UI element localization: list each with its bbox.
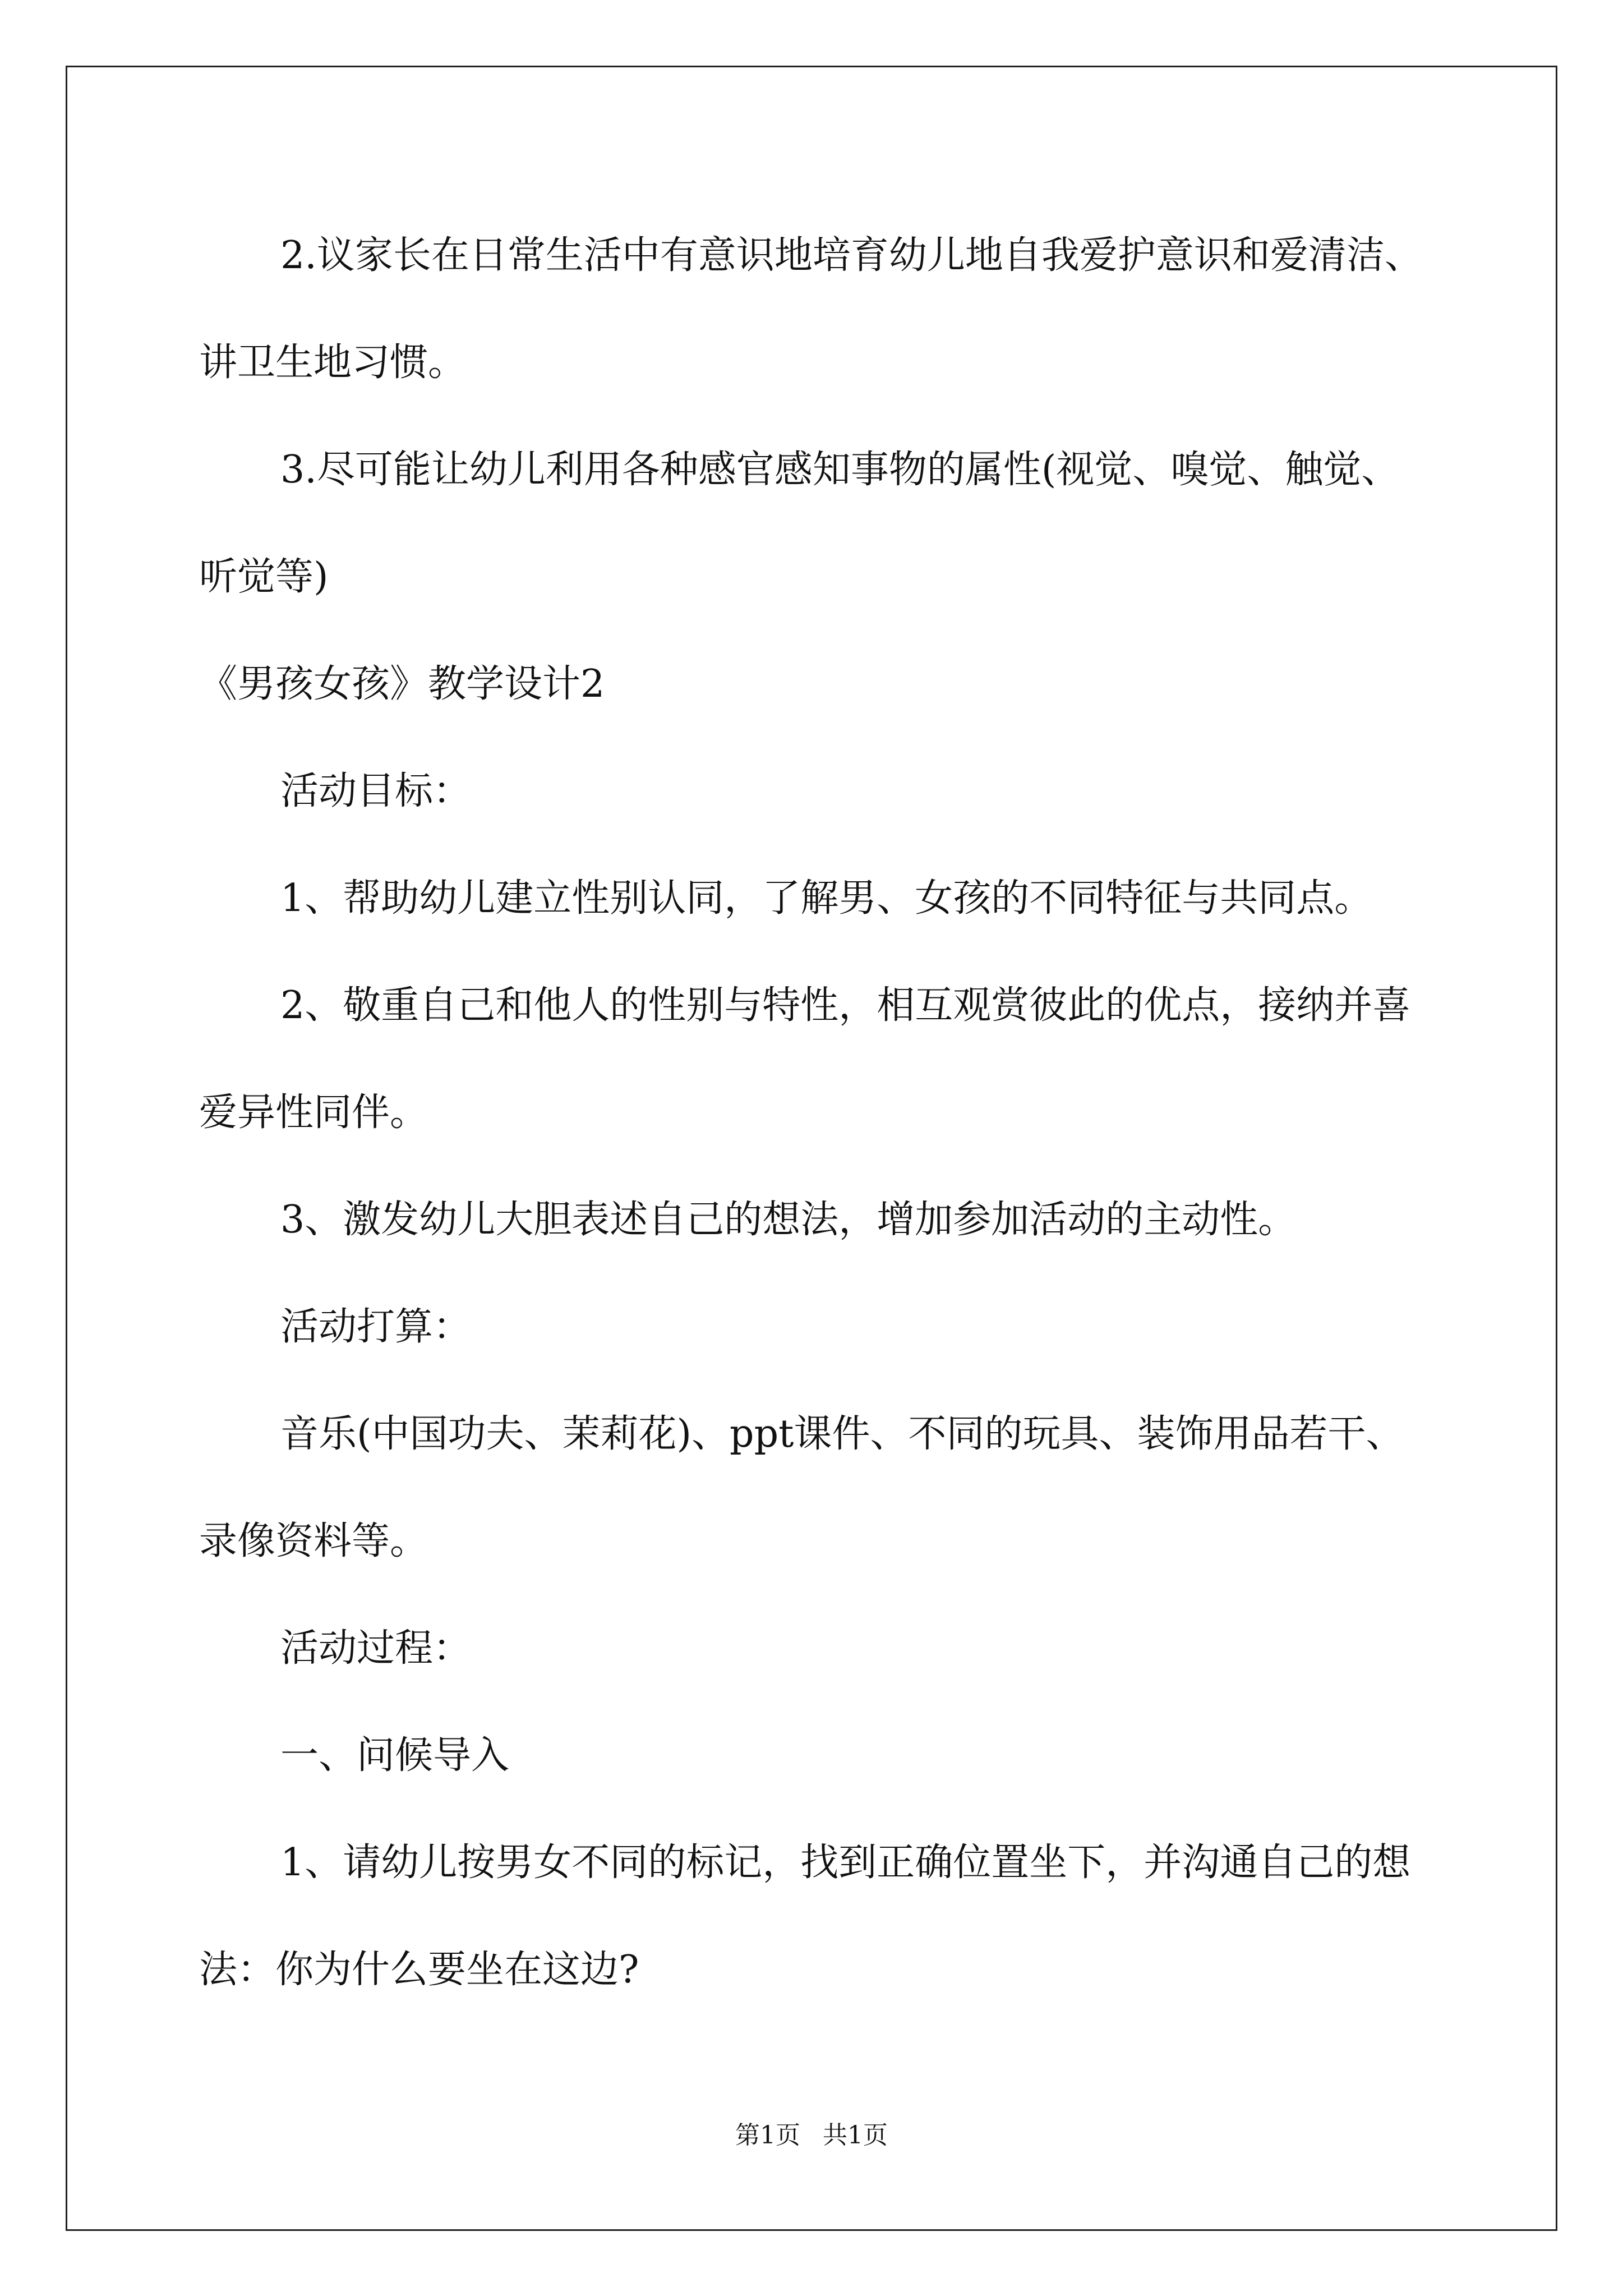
paragraph-advice-parents: 2.议家长在日常生活中有意识地培育幼儿地自我爱护意识和爱清洁、讲卫生地习惯。 [199, 233, 1423, 385]
goal-item-3: 3、激发幼儿大胆表述自己的想法，增加参加活动的主动性。 [280, 1198, 1297, 1242]
heading-activity-process: 活动过程： [280, 1626, 472, 1671]
page-footer [0, 2119, 1623, 2152]
document-body [199, 202, 1433, 2023]
heading-activity-goals: 活动目标： [280, 769, 472, 813]
goal-item-1: 1、帮助幼儿建立性别认同，了解男、女孩的不同特征与共同点。 [280, 876, 1373, 921]
page-number: 第1页 [735, 2121, 800, 2150]
preparation-materials: 音乐(中国功夫、茉莉花)、ppt课件、不同的玩具、装饰用品若干、录像资料等。 [199, 1412, 1404, 1563]
paragraph-senses: 3.尽可能让幼儿利用各种感官感知事物的属性(视觉、嗅觉、触觉、听觉等) [199, 448, 1400, 599]
heading-activity-preparation: 活动打算： [280, 1305, 472, 1349]
process-step-1-item-1: 1、请幼儿按男女不同的标记，找到正确位置坐下，并沟通自己的想法：你为什么要坐在这边? [199, 1841, 1411, 1992]
goal-item-2: 2、敬重自己和他人的性别与特性，相互观赏彼此的优点，接纳并喜爱异性同伴。 [199, 983, 1411, 1135]
section-title: 《男孩女孩》教学设计2 [199, 662, 605, 706]
process-step-1-heading: 一、问候导入 [280, 1733, 510, 1778]
page-total: 共1页 [823, 2121, 888, 2150]
